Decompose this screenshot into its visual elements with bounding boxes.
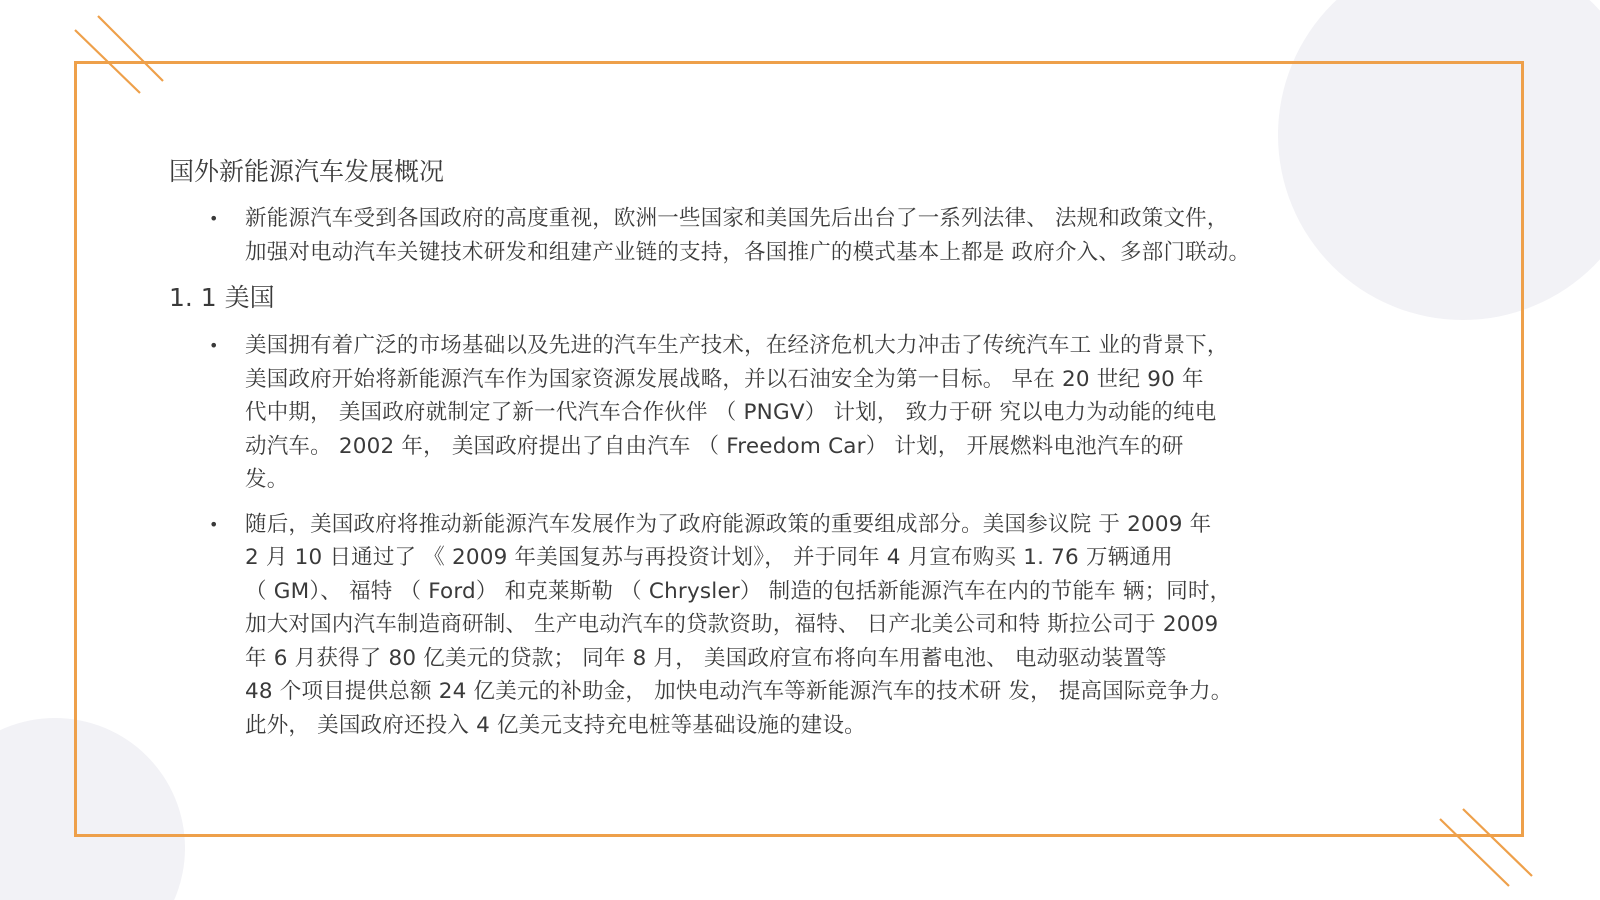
paragraph-line: 发。 [245,467,289,492]
paragraph-line: 年 6 月获得了 80 亿美元的贷款； 同年 8 月， 美国政府宣布将向车用蓄电池、 电动驱动装置等 [245,645,1167,671]
bullet-dot: • [209,514,219,534]
paragraph-line: 2 月 10 日通过了 《 2009 年美国复苏与再投资计划》， 并于同年 4 月宣布购买 1. 76 万辆通用 [245,545,1173,570]
section-heading-usa: 1. 1 美国 [169,283,275,312]
paragraph-line: 加大对国内汽车制造商研制、 生产电动汽车的贷款资助，福特、 日产北美公司和特 斯拉公司于 2009 [245,612,1219,637]
paragraph-line: 代中期， 美国政府就制定了新一代汽车合作伙伴 （ PNGV） 计划， 致力于研 究以电力为动能的纯电 [245,400,1217,425]
bullet-dot: • [209,336,219,355]
paragraph-line: 48 个项目提供总额 24 亿美元的补助金， 加快电动汽车等新能源汽车的技术研 发， 提高国际竞争力。 [245,679,1233,704]
usa-paragraph-2 [169,508,1449,743]
slide-content [169,154,1449,742]
slide-title: 国外新能源汽车发展概况 [169,157,445,186]
intro-line: 加强对电动汽车关键技术研发和组建产业链的支持，各国推广的模式基本上都是 政府介入、多部门联动。 [245,239,1251,265]
bullet-dot: • [209,209,219,228]
intro-line: 新能源汽车受到各国政府的高度重视，欧洲一些国家和美国先后出台了一系列法律、 法规和政策文件， [245,206,1229,231]
paragraph-line: 动汽车。 2002 年， 美国政府提出了自由汽车 （ Freedom Car） 计划， 开展燃料电池汽车的研 [245,433,1184,459]
paragraph-line: （ GM）、 福特 （ Ford） 和克莱斯勒 （ Chrysler） 制造的包括新能源汽车在内的节能车 辆；同时， [245,578,1232,604]
paragraph-line: 美国政府开始将新能源汽车作为国家资源发展战略，并以石油安全为第一目标。 早在 20 世纪 90 年 [245,366,1204,392]
paragraph-line: 随后，美国政府将推动新能源汽车发展作为了政府能源政策的重要组成部分。美国参议院 于 2009 年 [245,511,1212,537]
paragraph-line: 美国拥有着广泛的市场基础以及先进的汽车生产技术，在经济危机大力冲击了传统汽车工 业的背景下， [245,333,1229,358]
paragraph-line: 此外， 美国政府还投入 4 亿美元支持充电桩等基础设施的建设。 [245,712,866,738]
intro-bullet [169,202,1449,269]
usa-paragraph-1 [169,329,1449,497]
